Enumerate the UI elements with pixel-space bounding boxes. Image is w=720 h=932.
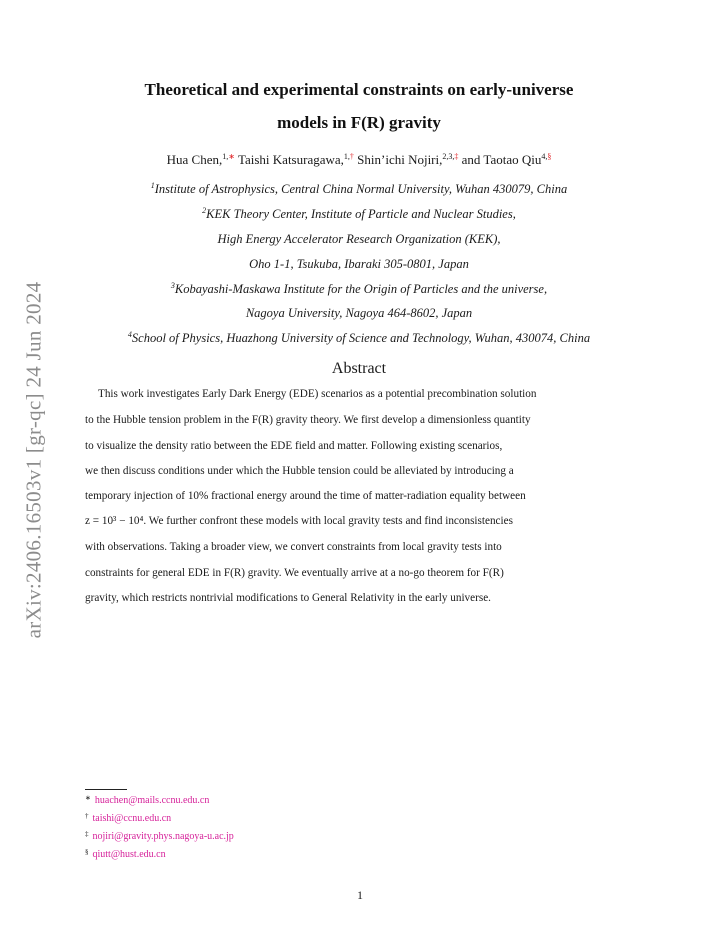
- abstract-line: we then discuss conditions under which the Hubble tension could be alleviated by introducing a: [85, 465, 514, 477]
- footnote-mark[interactable]: ‡: [454, 152, 459, 161]
- email-link[interactable]: nojiri@gravity.phys.nagoya-u.ac.jp: [92, 831, 234, 842]
- footnote-mark[interactable]: §: [547, 152, 552, 161]
- footnote-rule: [85, 789, 127, 790]
- affiliation-line: [85, 306, 633, 321]
- footnote-mark: ‡: [85, 830, 89, 838]
- affiliation-text: High Energy Accelerator Research Organization (KEK),: [217, 232, 501, 246]
- abstract-heading: Abstract: [331, 360, 387, 377]
- author-affil-sup: 1,: [343, 152, 350, 161]
- author-list: [85, 152, 633, 168]
- affiliation-sup: 3: [170, 281, 175, 290]
- title-line-1: Theoretical and experimental constraints on early-universe: [144, 80, 574, 99]
- affiliation-sup: 2: [202, 206, 207, 215]
- arxiv-stamp: arXiv:2406.16503v1 [gr-qc] 24 Jun 2024: [21, 281, 46, 639]
- abstract-line: temporary injection of 10% fractional energy around the time of matter-radiation equality between: [85, 490, 526, 502]
- affiliation-line: [85, 257, 633, 272]
- affiliation-text: Nagoya University, Nagoya 464-8602, Japan: [245, 306, 473, 320]
- footnote-mark[interactable]: ∗: [228, 152, 235, 161]
- affiliation-sup: 1: [150, 181, 155, 190]
- affiliation-text: School of Physics, Huazhong University of Science and Technology, Wuhan, 430074, China: [131, 331, 591, 345]
- footnote-item: [85, 794, 209, 806]
- author-affil-sup: 2,3,: [442, 152, 455, 161]
- abstract-line: to the Hubble tension problem in the F(R) gravity theory. We first develop a dimensionless quantity: [85, 414, 531, 426]
- abstract-line: to visualize the density ratio between the EDE field and matter. Following existing scenarios,: [85, 440, 503, 452]
- footnote-item: [85, 848, 166, 860]
- affiliation-line: [85, 207, 633, 222]
- abstract-line: gravity, which restricts nontrivial modifications to General Relativity in the early universe.: [85, 592, 491, 604]
- author-affil-sup: 4,: [541, 152, 548, 161]
- email-link[interactable]: taishi@ccnu.edu.cn: [92, 813, 172, 824]
- footnote-mark[interactable]: †: [349, 152, 354, 161]
- affiliation-text: Institute of Astrophysics, Central China Normal University, Wuhan 430079, China: [154, 182, 568, 196]
- email-link[interactable]: huachen@mails.ccnu.edu.cn: [94, 795, 210, 806]
- footnote-mark: §: [85, 848, 89, 856]
- abstract-line: constraints for general EDE in F(R) gravity. We eventually arrive at a no-go theorem for F(R): [85, 567, 504, 579]
- abstract-line: This work investigates Early Dark Energy (EDE) scenarios as a potential precombination solution: [98, 388, 537, 400]
- author-affil-sup: 1,: [222, 152, 229, 161]
- affiliation-text: Oho 1-1, Tsukuba, Ibaraki 305-0801, Japan: [249, 257, 469, 271]
- title-line-2: models in F(R) gravity: [277, 113, 441, 132]
- affiliation-line: [85, 282, 633, 297]
- author-name: Hua Chen,: [166, 152, 223, 167]
- affiliation-text: KEK Theory Center, Institute of Particle and Nuclear Studies,: [206, 207, 516, 221]
- affiliation-text: Kobayashi-Maskawa Institute for the Origin of Particles and the universe,: [174, 282, 548, 296]
- email-link[interactable]: qiutt@hust.edu.cn: [92, 849, 166, 860]
- footnote-mark: †: [85, 812, 89, 820]
- author-name: Shin’ichi Nojiri,: [357, 152, 443, 167]
- author-name: Taishi Katsuragawa,: [237, 152, 344, 167]
- affiliation-sup: 4: [127, 330, 132, 339]
- footnote-item: [85, 812, 171, 824]
- footnote-mark: ∗: [85, 794, 91, 802]
- affiliation-line: [85, 232, 633, 247]
- abstract-line: with observations. Taking a broader view, we convert constraints from local gravity tests into: [85, 541, 502, 553]
- affiliation-line: [85, 331, 633, 346]
- affiliation-line: [85, 182, 633, 197]
- abstract-line: z = 10³ − 10⁴. We further confront these models with local gravity tests and find inconsistencies: [85, 515, 513, 527]
- author-name: and Taotao Qiu: [461, 152, 542, 167]
- footnote-item: [85, 830, 234, 842]
- page-number: 1: [357, 888, 363, 902]
